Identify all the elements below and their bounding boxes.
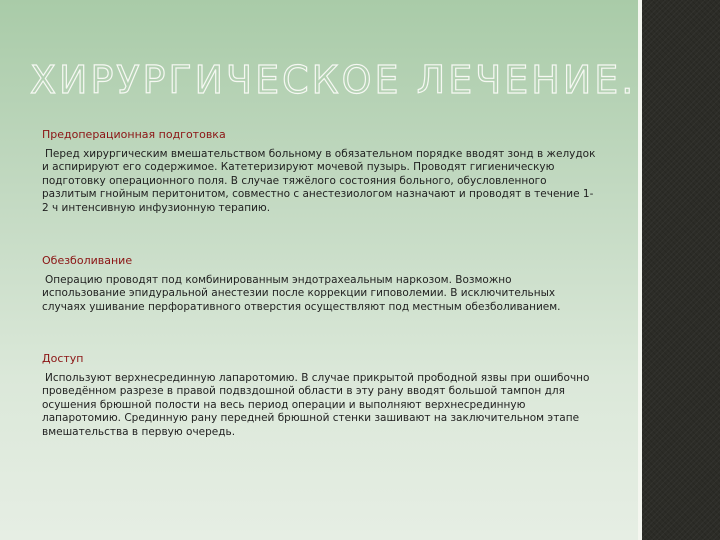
section-heading: Доступ bbox=[42, 352, 84, 365]
section-preop-preparation bbox=[42, 128, 598, 215]
slide-title: ХИРУРГИЧЕСКОЕ ЛЕЧЕНИЕ. bbox=[30, 58, 637, 102]
section-body: Используют верхнесрединную лапаротомию. В случае прикрытой прободной язвы при ошибочно проведённом разрезе в правой подвздошной области в эту рану вводят большой тампон для осушения брюшной полости на весь период операции и выполняют верхнесрединную лапаротомию. Срединную рану передней брюшной стенки зашивают на заключительном этапе вмешательства в первую очередь. bbox=[42, 372, 590, 438]
section-heading: Обезболивание bbox=[42, 254, 133, 267]
section-anesthesia bbox=[42, 254, 598, 314]
section-body: Перед хирургическим вмешательством больному в обязательном порядке вводят зонд в желудок и аспирируют его содержимое. Катетеризируют мочевой пузырь. Проводят гигиеническую подготовку операционного поля. В случае тяжёлого состояния больного, обусловленного разлитым гнойным перитонитом, совместно с анестезиологом назначают и проводят в течение 1-2 ч интенсивную инфузионную терапию. bbox=[42, 148, 596, 214]
section-access bbox=[42, 352, 598, 439]
decorative-sidebar bbox=[642, 0, 720, 540]
section-body: Операцию проводят под комбинированным эндотрахеальным наркозом. Возможно использование эпидуральной анестезии после коррекции гиповолемии. В исключительных случаях ушивание перфоративного отверстия осуществляют под местным обезболиванием. bbox=[42, 274, 561, 313]
section-heading: Предоперационная подготовка bbox=[42, 128, 226, 141]
